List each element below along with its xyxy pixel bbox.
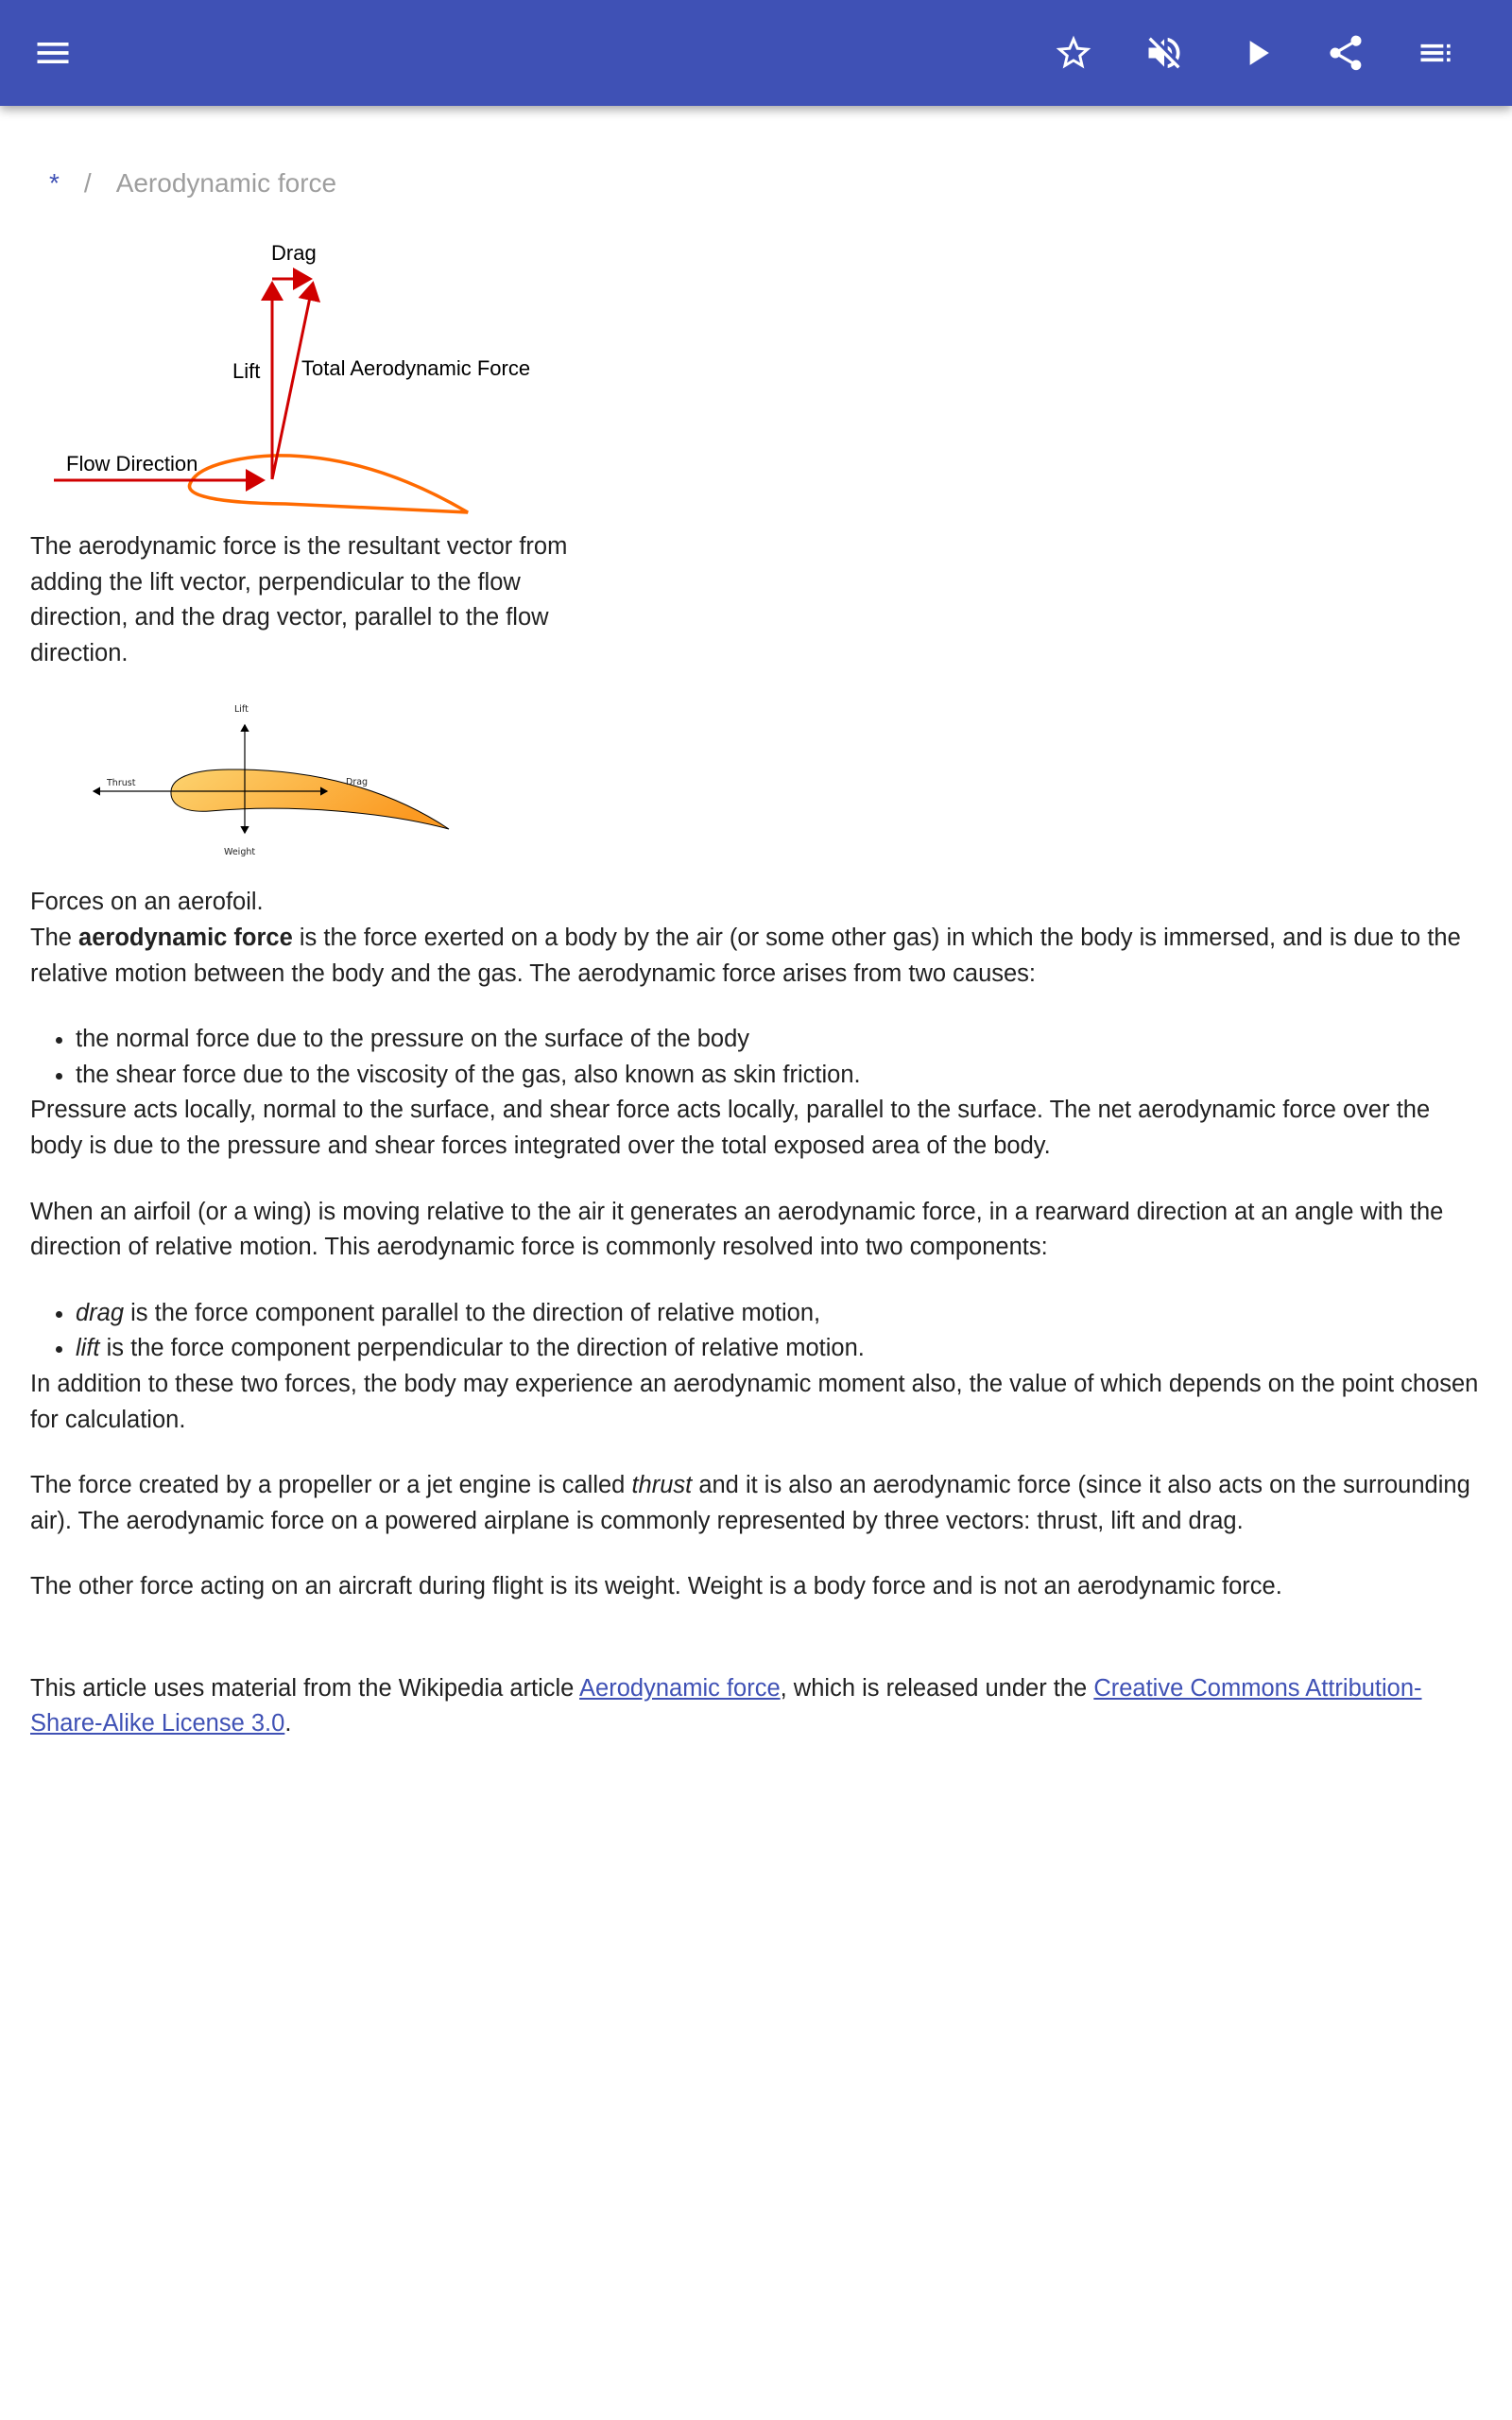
list-item xyxy=(76,1331,1486,1367)
aerofoil-forces-diagram xyxy=(30,681,484,870)
breadcrumb-home[interactable]: * xyxy=(49,168,60,198)
text: , which is released under the xyxy=(780,1674,1094,1702)
text: is the force exerted on a body by the air (or some other gas) in which the body is immersed, and is due to the relative motion between the body and the gas. The aerodynamic force arises from two causes: xyxy=(30,924,1461,987)
attribution xyxy=(30,1671,1486,1742)
article-content xyxy=(30,217,1486,1772)
lift-label: Lift xyxy=(234,704,249,716)
text: is the force component parallel to the direction of relative motion, xyxy=(124,1299,821,1326)
flow-direction-label: Flow Direction xyxy=(66,452,198,475)
list-item: • the shear force due to the viscosity of the gas, also known as skin friction. xyxy=(76,1058,1486,1094)
paragraph-weight: The other force acting on an aircraft during flight is its weight. Weight is a body force and is not an aerodynamic force. xyxy=(30,1573,1282,1600)
figure2-caption: Forces on an aerofoil. xyxy=(30,889,264,916)
paragraph-pressure: Pressure acts locally, normal to the surface, and shear force acts locally, parallel to the surface. The net aerodynamic force over the body is due to the pressure and shear forces integrated over the total exposed area of the body. xyxy=(30,1097,1431,1159)
app-toolbar xyxy=(0,0,1512,106)
aerodynamic-force-diagram xyxy=(30,217,654,529)
airfoil-outline xyxy=(189,456,468,512)
aerofoil-shape xyxy=(171,769,449,829)
paragraph-moment: In addition to these two forces, the body may experience an aerodynamic moment also, the value of which depends on the point chosen for calculation. xyxy=(30,1370,1479,1433)
list-item: • the normal force due to the pressure on the surface of the body xyxy=(76,1022,1486,1058)
causes-list xyxy=(30,1022,1486,1093)
figure1-caption: The aerodynamic force is the resultant vector from adding the lift vector, perpendicular to the flow direction, and the drag vector, parallel to the flow direction. xyxy=(30,533,568,666)
paragraph-airfoil: When an airfoil (or a wing) is moving relative to the air it generates an aerodynamic force, in a rearward direction at an angle with the direction of relative motion. This aerodynamic force is commonly resolved into two components: xyxy=(30,1198,1444,1261)
components-list xyxy=(30,1296,1486,1367)
total-force-arrow xyxy=(272,284,313,479)
drag-label: Drag xyxy=(346,777,369,788)
license-link[interactable]: Creative Commons Attribution-Share-Alike License 3.0 xyxy=(30,1674,1422,1737)
term: drag xyxy=(76,1299,125,1326)
breadcrumb-separator: / xyxy=(83,168,92,198)
text: The xyxy=(30,924,79,951)
term: lift xyxy=(76,1335,100,1362)
term: thrust xyxy=(631,1472,693,1499)
play-icon[interactable] xyxy=(1234,30,1280,76)
share-icon[interactable] xyxy=(1323,30,1368,76)
paragraph-thrust xyxy=(30,1468,1486,1539)
wikipedia-article-link[interactable]: Aerodynamic force xyxy=(579,1674,781,1702)
term-bold: aerodynamic force xyxy=(78,924,293,951)
text: is the force component perpendicular to the direction of relative motion. xyxy=(99,1335,865,1362)
mute-icon[interactable] xyxy=(1142,30,1187,76)
text: The force created by a propeller or a jet engine is called xyxy=(30,1472,632,1499)
thrust-label: Thrust xyxy=(107,778,136,789)
breadcrumb-current: Aerodynamic force xyxy=(115,168,337,198)
playlist-icon[interactable] xyxy=(1414,30,1459,76)
star-icon[interactable] xyxy=(1051,30,1096,76)
list-item xyxy=(76,1296,1486,1332)
paragraph-intro xyxy=(30,921,1486,992)
breadcrumb xyxy=(49,168,336,199)
text: and it is also an aerodynamic force (since it also acts on the surrounding air). The aerodynamic force on a powered airplane is commonly represented by three vectors: thrust, lift and drag. xyxy=(30,1472,1470,1534)
weight-label: Weight xyxy=(224,847,256,858)
menu-icon[interactable] xyxy=(30,30,76,76)
drag-label: Drag xyxy=(271,241,317,265)
lift-label: Lift xyxy=(232,359,261,383)
total-force-label: Total Aerodynamic Force xyxy=(301,356,531,380)
text: This article uses material from the Wikipedia article xyxy=(30,1674,580,1702)
text: . xyxy=(284,1710,292,1737)
